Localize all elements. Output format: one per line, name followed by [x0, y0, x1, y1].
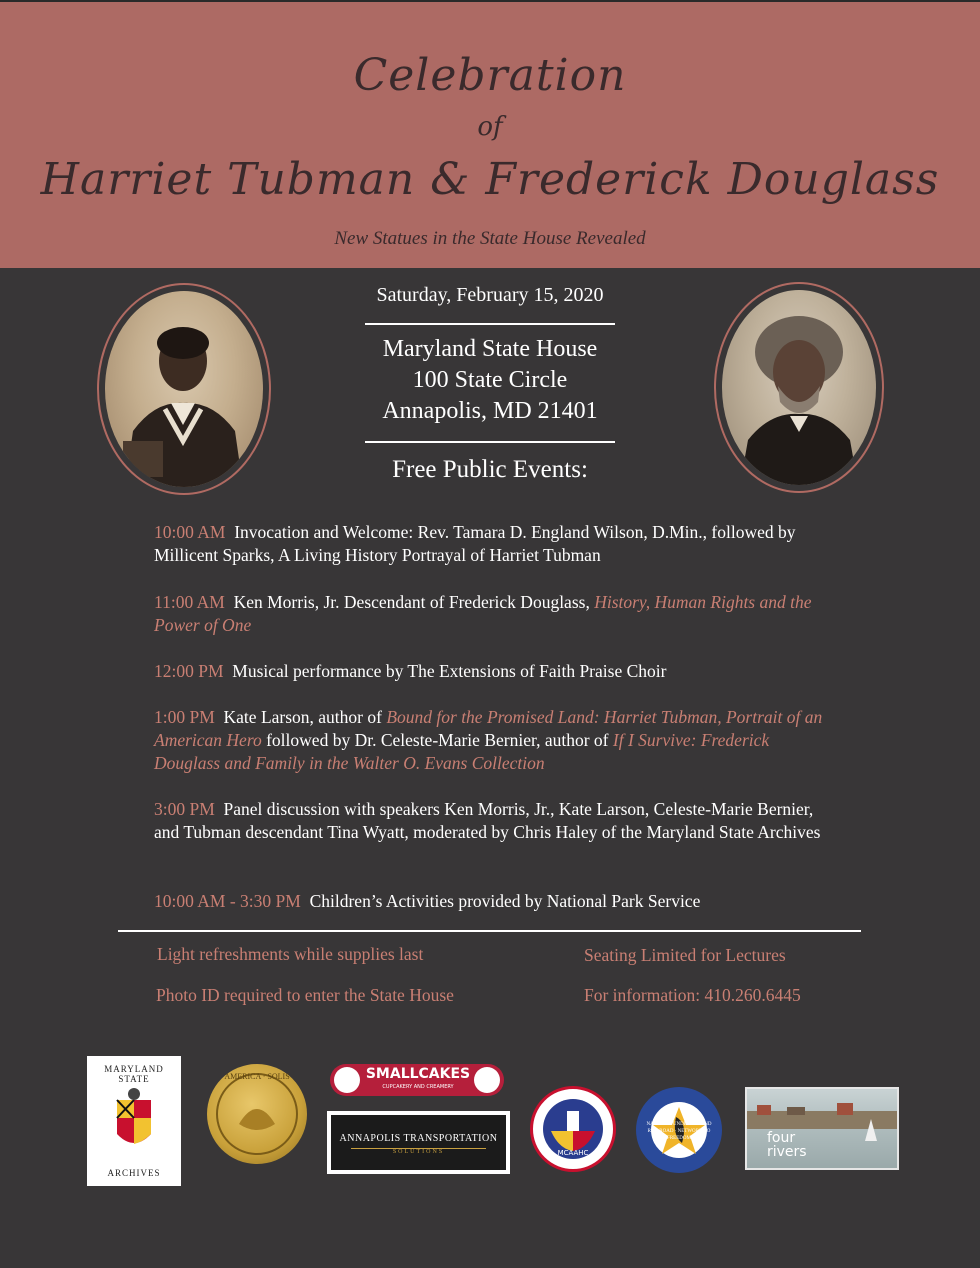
venue-street: 100 State Circle: [412, 367, 568, 393]
event-date: Saturday, February 15, 2020: [376, 284, 604, 306]
event-item: [154, 890, 834, 913]
event-description: Ken Morris, Jr. Descendant of Frederick Douglass,: [233, 592, 595, 612]
cupcake-icon: [334, 1067, 360, 1093]
mcaahc-text: MCAAHC: [557, 1149, 589, 1157]
network-to-freedom-logo: [636, 1087, 722, 1173]
event-time: 10:00 AM - 3:30 PM: [154, 891, 301, 911]
nps-ring-text: NATIONAL UNDERGROUND RAILROAD · NETWORK TO FREEDOM: [646, 1122, 712, 1141]
four-rivers-word-2: rivers: [767, 1144, 807, 1160]
seal-ring-text: AMERICA · SOLIS: [224, 1072, 290, 1081]
note-photo-id: Photo ID required to enter the State House: [156, 985, 454, 1005]
douglass-figure-icon: [722, 290, 876, 485]
events-heading: Free Public Events:: [392, 456, 588, 483]
event-title-2: If I Survive: Frederick Douglass and Family in the Walter O. Evans Collection: [154, 730, 770, 773]
maryland-state-archives-logo: [87, 1056, 181, 1186]
ats-name: ANNAPOLIS TRANSPORTATION: [339, 1133, 498, 1144]
mcaahc-logo: [530, 1086, 616, 1172]
annapolis-transportation-logo: [327, 1111, 510, 1174]
mcaahc-emblem-icon: [533, 1089, 613, 1169]
event-description: Panel discussion with speakers Ken Morris, Jr., Kate Larson, Celeste-Marie Bernier, and Tubman descendant Tina Wyatt, moderated by Chris Haley of the Maryland State Archives: [154, 799, 821, 842]
ice-cream-icon: [474, 1067, 500, 1093]
event-item: [154, 591, 834, 637]
event-time: 10:00 AM: [154, 522, 226, 542]
event-title: History, Human Rights and the Power of One: [154, 592, 812, 635]
venue-address: [340, 334, 640, 427]
divider-bottom: [365, 441, 615, 443]
event-description: Musical performance by The Extensions of Faith Praise Choir: [232, 661, 667, 681]
portrait-frederick-douglass: [714, 282, 884, 493]
four-rivers-text: [767, 1131, 807, 1159]
header-banner: [0, 0, 980, 268]
smallcakes-name: SMALLCAKES: [365, 1066, 471, 1082]
note-seating: Seating Limited for Lectures: [584, 945, 786, 965]
tubman-figure-icon: [105, 291, 263, 487]
event-item: [154, 798, 834, 844]
event-title: Bound for the Promised Land: Harriet Tubman, Portrait of an American Hero: [154, 707, 823, 750]
subtitle: New Statues in the State House Revealed: [334, 228, 646, 249]
title-celebration: Celebration: [353, 50, 627, 101]
msa-logo-bottom-text: ARCHIVES: [107, 1168, 161, 1178]
venue-name: Maryland State House: [382, 336, 598, 362]
event-time: 11:00 AM: [154, 592, 225, 612]
venue-city: Annapolis, MD 21401: [382, 398, 598, 424]
ats-sub: SOLUTIONS: [392, 1149, 445, 1155]
event-description: Children’s Activities provided by National Park Service: [309, 891, 701, 911]
title-of: of: [477, 112, 503, 142]
event-description-2: followed by Dr. Celeste-Marie Bernier, author of: [261, 730, 613, 750]
event-description: Invocation and Welcome: Rev. Tamara D. England Wilson, D.Min., followed by Millicent Sparks, A Living History Portrayal of Harriet Tubman: [154, 522, 796, 565]
msa-logo-top-text: MARYLAND STATE: [104, 1064, 164, 1084]
portrait-harriet-tubman: [97, 283, 271, 495]
event-item: [154, 706, 834, 775]
note-information: For information: 410.260.6445: [584, 985, 801, 1005]
maryland-seal-logo: [207, 1064, 307, 1164]
note-refreshments: Light refreshments while supplies last: [157, 944, 424, 964]
event-description: Kate Larson, author of: [223, 707, 387, 727]
four-rivers-logo: [745, 1087, 899, 1170]
divider-notes: [118, 930, 861, 932]
event-item: [154, 660, 834, 683]
event-item: [154, 521, 834, 567]
four-rivers-word-1: four: [767, 1130, 796, 1146]
event-time: 3:00 PM: [154, 799, 215, 819]
divider-top: [365, 323, 615, 325]
event-time: 1:00 PM: [154, 707, 215, 727]
smallcakes-logo: [330, 1064, 504, 1096]
smallcakes-tagline: CUPCAKERY AND CREAMERY: [382, 1084, 454, 1090]
ats-inner: [331, 1115, 506, 1170]
event-time: 12:00 PM: [154, 661, 224, 681]
title-honorees: Harriet Tubman & Frederick Douglass: [40, 154, 940, 205]
